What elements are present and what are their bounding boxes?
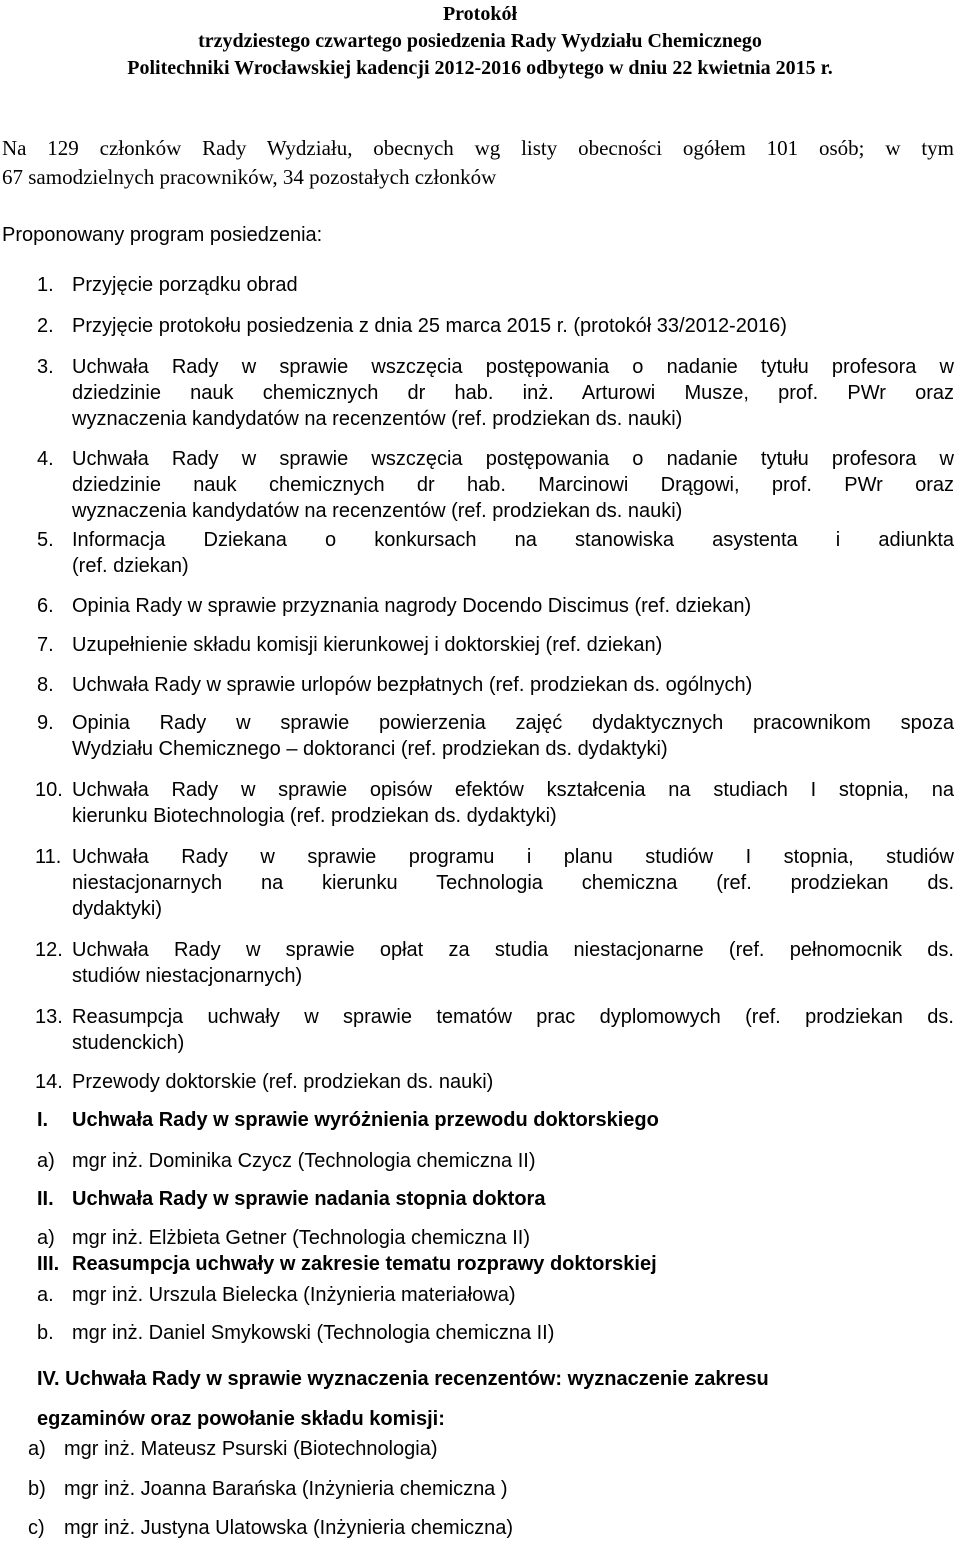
item-text: Informacja Dziekana o konkursach na stanowiska asystenta i adiunkta <box>72 529 954 551</box>
item-text: Reasumpcja uchwały w sprawie tematów prac dyplomowych (ref. prodziekan ds. <box>72 1006 954 1028</box>
item-number: 10. <box>35 779 63 801</box>
section-title: Uchwała Rady w sprawie nadania stopnia doktora <box>72 1188 546 1210</box>
item-text: Opinia Rady w sprawie przyznania nagrody Docendo Discimus (ref. dziekan) <box>72 595 752 617</box>
meeting-description: trzydziestego czwartego posiedzenia Rady Wydziału Chemicznego <box>198 30 762 52</box>
item-number: 4. <box>37 448 54 470</box>
attendance-paragraph <box>2 134 954 192</box>
candidate-text: mgr inż. Urszula Bielecka (Inżynieria materiałowa) <box>72 1284 516 1306</box>
section-number: II. <box>37 1188 54 1210</box>
item-number: 11. <box>35 846 62 868</box>
document-header <box>0 1 960 82</box>
section-number: I. <box>37 1109 49 1131</box>
item-text: Przyjęcie protokołu posiedzenia z dnia 25 marca 2015 r. (protokół 33/2012-2016) <box>72 315 787 337</box>
item-number: 7. <box>37 634 54 656</box>
candidate-marker: a) <box>37 1227 55 1249</box>
item-number: 13. <box>35 1006 63 1028</box>
candidate-text: mgr inż. Elżbieta Getner (Technologia chemiczna II) <box>72 1227 530 1249</box>
candidate-text: mgr inż. Joanna Barańska (Inżynieria chemiczna ) <box>64 1478 508 1500</box>
item-number: 8. <box>37 674 54 696</box>
item-text: Uzupełnienie składu komisji kierunkowej i doktorskiej (ref. dziekan) <box>72 634 663 656</box>
item-number: 12. <box>35 939 63 961</box>
document-title: Protokół <box>442 3 518 25</box>
item-text: dydaktyki) <box>72 898 163 920</box>
item-number: 9. <box>37 712 54 734</box>
item-text: Przewody doktorskie (ref. prodziekan ds. nauki) <box>72 1071 494 1093</box>
program-title: Proponowany program posiedzenia: <box>2 224 323 246</box>
item-number: 14. <box>35 1071 63 1093</box>
section-heading <box>37 1359 917 1439</box>
item-text: kierunku Biotechnologia (ref. prodziekan ds. dydaktyki) <box>72 805 557 827</box>
candidate-marker: b. <box>37 1322 54 1344</box>
item-text: wyznaczenia kandydatów na recenzentów (ref. prodziekan ds. nauki) <box>72 500 683 522</box>
section-title: IV. Uchwała Rady w sprawie wyznaczenia recenzentów: wyznaczenie zakresu <box>37 1368 769 1390</box>
meeting-details: Politechniki Wrocławskiej kadencji 2012-2016 odbytego w dniu 22 kwietnia 2015 r. <box>127 57 833 79</box>
item-text: (ref. dziekan) <box>72 555 189 577</box>
candidate-text: mgr inż. Daniel Smykowski (Technologia chemiczna II) <box>72 1322 555 1344</box>
item-text: Przyjęcie porządku obrad <box>72 274 298 296</box>
section-title: Uchwała Rady w sprawie wyróżnienia przewodu doktorskiego <box>72 1109 659 1131</box>
item-text: niestacjonarnych na kierunku Technologia chemiczna (ref. prodziekan ds. <box>72 872 954 894</box>
item-text: Uchwała Rady w sprawie urlopów bezpłatnych (ref. prodziekan ds. ogólnych) <box>72 674 753 696</box>
item-text: Uchwała Rady w sprawie wszczęcia postępowania o nadanie tytułu profesora w <box>72 356 954 378</box>
item-number: 3. <box>37 356 54 378</box>
item-number: 1. <box>37 274 54 296</box>
candidate-marker: b) <box>28 1478 46 1500</box>
item-number: 2. <box>37 315 54 337</box>
item-number: 6. <box>37 595 54 617</box>
item-text: Uchwała Rady w sprawie programu i planu studiów I stopnia, studiów <box>72 846 954 868</box>
candidate-text: mgr inż. Mateusz Psurski (Biotechnologia) <box>64 1438 438 1460</box>
item-text: Uchwała Rady w sprawie opłat za studia niestacjonarne (ref. pełnomocnik ds. <box>72 939 954 961</box>
attendance-line: Na 129 członków Rady Wydziału, obecnych wg listy obecności ogółem 101 osób; w tym <box>2 136 954 160</box>
item-text: wyznaczenia kandydatów na recenzentów (ref. prodziekan ds. nauki) <box>72 408 683 430</box>
candidate-marker: c) <box>28 1517 45 1539</box>
candidate-marker: a) <box>28 1438 46 1460</box>
item-text: dziedzinie nauk chemicznych dr hab. Marcinowi Drągowi, prof. PWr oraz <box>72 474 954 496</box>
section-number: III. <box>37 1253 60 1275</box>
section-title: egzaminów oraz powołanie składu komisji: <box>37 1408 445 1430</box>
item-text: dziedzinie nauk chemicznych dr hab. inż. Arturowi Musze, prof. PWr oraz <box>72 382 954 404</box>
item-text: Uchwała Rady w sprawie opisów efektów kształcenia na studiach I stopnia, na <box>72 779 954 801</box>
candidate-text: mgr inż. Justyna Ulatowska (Inżynieria chemiczna) <box>64 1517 514 1539</box>
item-text: studenckich) <box>72 1032 185 1054</box>
item-text: studiów niestacjonarnych) <box>72 965 303 987</box>
item-text: Opinia Rady w sprawie powierzenia zajęć dydaktycznych pracownikom spoza <box>72 712 954 734</box>
attendance-line: 67 samodzielnych pracowników, 34 pozostałych członków <box>2 165 497 189</box>
candidate-marker: a) <box>37 1150 55 1172</box>
item-number: 5. <box>37 529 54 551</box>
item-text: Uchwała Rady w sprawie wszczęcia postępowania o nadanie tytułu profesora w <box>72 448 954 470</box>
candidate-marker: a. <box>37 1284 54 1306</box>
section-title: Reasumpcja uchwały w zakresie tematu rozprawy doktorskiej <box>72 1253 657 1275</box>
candidate-text: mgr inż. Dominika Czycz (Technologia chemiczna II) <box>72 1150 536 1172</box>
item-text: Wydziału Chemicznego – doktoranci (ref. prodziekan ds. dydaktyki) <box>72 738 668 760</box>
